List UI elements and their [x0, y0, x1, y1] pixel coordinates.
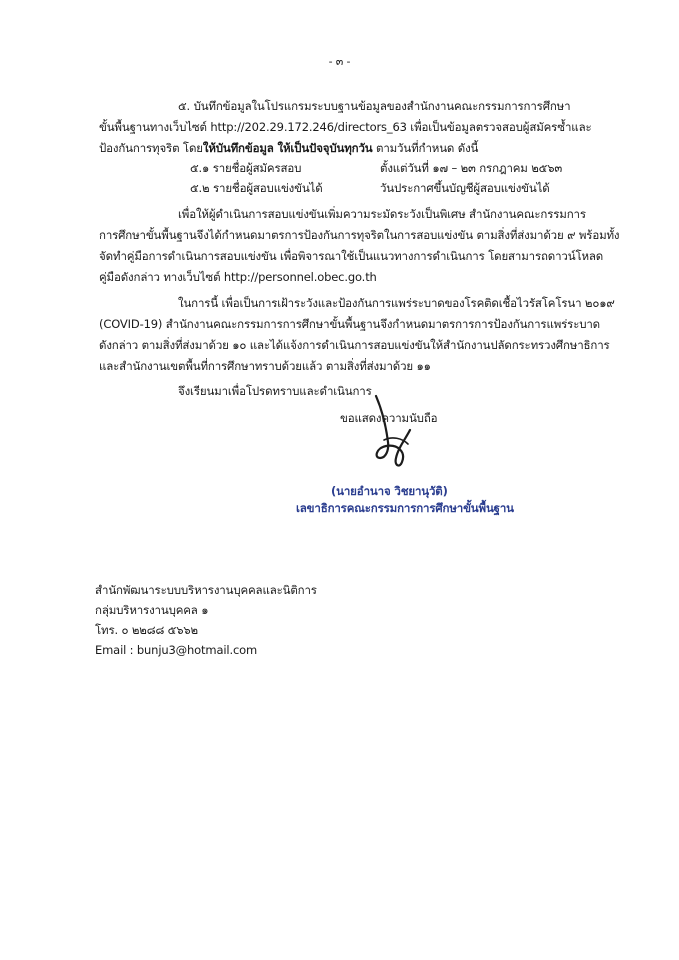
item5-line2: ขั้นพื้นฐานทางเว็บไซต์ http://202.29.172.246/directors_63 เพื่อเป็นข้อมูลตรวจสอบผู้สมัครซ้ำและ — [99, 120, 592, 134]
item5-line3-post: ตามวันที่กำหนด ดังนี้ — [372, 141, 479, 155]
para2-line4: คู่มือดังกล่าว ทางเว็บไซต์ http://personnel.obec.go.th — [99, 270, 377, 284]
handwritten-signature — [362, 392, 432, 472]
para3-line3: ดังกล่าว ตามสิ่งที่ส่งมาด้วย ๑๐ และได้แจ้งการดำเนินการสอบแข่งขันให้สำนักงานปลัดกระทรวงศึกษาธิการ — [99, 338, 610, 352]
item5-sub1-value: ตั้งแต่วันที่ ๑๗ – ๒๓ กรกฎาคม ๒๕๖๓ — [380, 161, 563, 175]
signer-title: เลขาธิการคณะกรรมการการศึกษาขั้นพื้นฐาน — [296, 501, 514, 515]
item5-sub2-label: ๕.๒ รายชื่อผู้สอบแข่งขันได้ — [190, 181, 323, 195]
item5-line3-pre: ป้องกันการทุจริต โดย — [99, 141, 203, 155]
item5-line3-bold: ให้บันทึกข้อมูล ให้เป็นปัจจุบันทุกวัน — [202, 141, 373, 155]
page-number: - ๓ - — [328, 55, 351, 68]
para2-line1: เพื่อให้ผู้ดำเนินการสอบแข่งขันเพิ่มความระมัดระวังเป็นพิเศษ สำนักงานคณะกรรมการ — [178, 207, 586, 221]
para3-line1: ในการนี้ เพื่อเป็นการเฝ้าระวังและป้องกันการแพร่ระบาดของโรคติดเชื้อไวรัสโคโรนา ๒๐๑๙ — [178, 296, 615, 310]
para2-line3: จัดทำคู่มือการดำเนินการสอบแข่งขัน เพื่อพิจารณาใช้เป็นแนวทางการดำเนินการ โดยสามารถดาวน์โหลด — [99, 249, 604, 263]
footer-office: สำนักพัฒนาระบบบริหารงานบุคคลและนิติการ — [95, 583, 317, 597]
item5-sub2-value: วันประกาศขึ้นบัญชีผู้สอบแข่งขันได้ — [380, 181, 550, 195]
regards-line: ขอแสดงความนับถือ — [340, 411, 438, 425]
para2-line2: การศึกษาขั้นพื้นฐานจึงได้กำหนดมาตรการป้องกันการทุจริตในการสอบแข่งขัน ตามสิ่งที่ส่งมาด้วย ๙ พร้อมทั้ง — [99, 228, 620, 242]
footer-group: กลุ่มบริหารงานบุคคล ๑ — [95, 603, 209, 617]
item5-line1: ๕. บันทึกข้อมูลในโปรแกรมระบบฐานข้อมูลของสำนักงานคณะกรรมการการศึกษา — [178, 99, 571, 113]
footer-phone: โทร. ๐ ๒๒๘๘ ๕๖๖๒ — [95, 623, 198, 637]
footer-email: Email : bunju3@hotmail.com — [95, 643, 258, 657]
closing-line: จึงเรียนมาเพื่อโปรดทราบและดำเนินการ — [178, 384, 372, 398]
signer-name: (นายอำนาจ วิชยานุวัติ) — [331, 484, 448, 498]
item5-line3 — [99, 141, 478, 155]
para3-line2: (COVID-19) สำนักงานคณะกรรมการการศึกษาขั้นพื้นฐานจึงกำหนดมาตรการการป้องกันการแพร่ระบาด — [99, 317, 601, 331]
item5-sub1-label: ๕.๑ รายชื่อผู้สมัครสอบ — [190, 161, 302, 175]
para3-line4: และสำนักงานเขตพื้นที่การศึกษาทราบด้วยแล้ว ตามสิ่งที่ส่งมาด้วย ๑๑ — [99, 359, 431, 373]
